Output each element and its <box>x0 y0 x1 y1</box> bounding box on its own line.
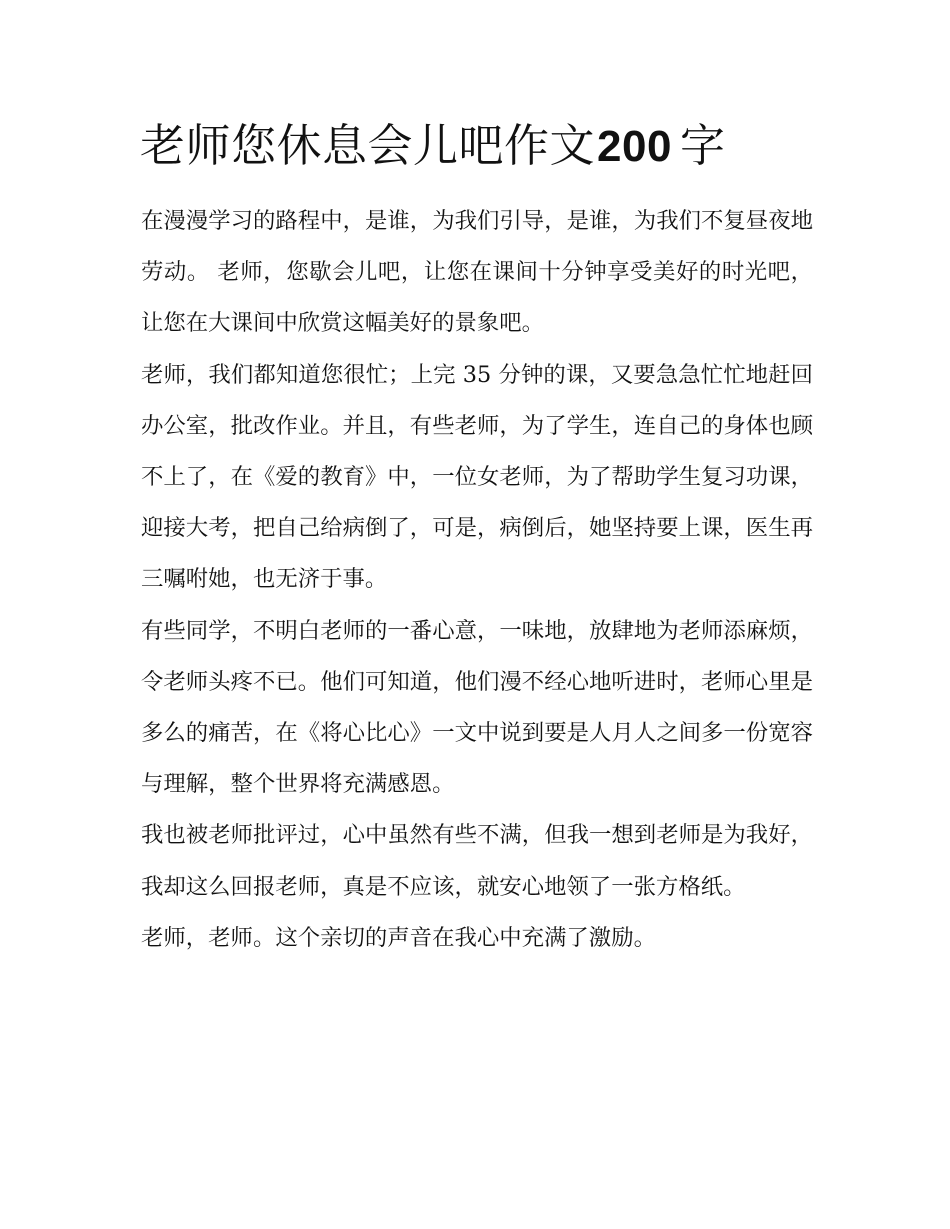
paragraph-3: 有些同学，不明白老师的一番心意，一味地，放肆地为老师添麻烦，令老师头疼不已。他们可知道，他们漫不经心地听进时，老师心里是多么的痛苦，在《将心比心》一文中说到要是人月人之间多一份宽容与理解，整个世界将充满感恩。 <box>141 617 813 798</box>
paragraph-5: 老师，老师。这个亲切的声音在我心中充满了激励。 <box>141 924 656 951</box>
title-text: 老师您休息会儿吧作文 <box>140 119 596 172</box>
document-body <box>141 196 813 964</box>
paragraph-4: 我也被老师批评过，心中虽然有些不满，但我一想到老师是为我好，我却这么回报老师，真是不应该，就安心地领了一张方格纸。 <box>141 822 813 900</box>
paragraph-1: 在漫漫学习的路程中，是谁，为我们引导，是谁，为我们不复昼夜地劳动。 老师，您歇会儿吧，让您在课间十分钟享受美好的时光吧，让您在大课间中欣赏这幅美好的景象吧。 <box>141 208 813 337</box>
title-suffix: 字 <box>679 119 726 172</box>
document-title <box>140 114 820 179</box>
paragraph-2: 老师，我们都知道您很忙；上完 35 分钟的课，又要急急忙忙地赶回办公室，批改作业。并且，有些老师，为了学生，连自己的身体也顾不上了，在《爱的教育》中，一位女老师，为了帮助学生复习功课，迎接大考，把自己给病倒了，可是，病倒后，她坚持要上课，医生再三嘱咐她，也无济于事。 <box>141 361 813 593</box>
title-number: 200 <box>597 122 672 171</box>
